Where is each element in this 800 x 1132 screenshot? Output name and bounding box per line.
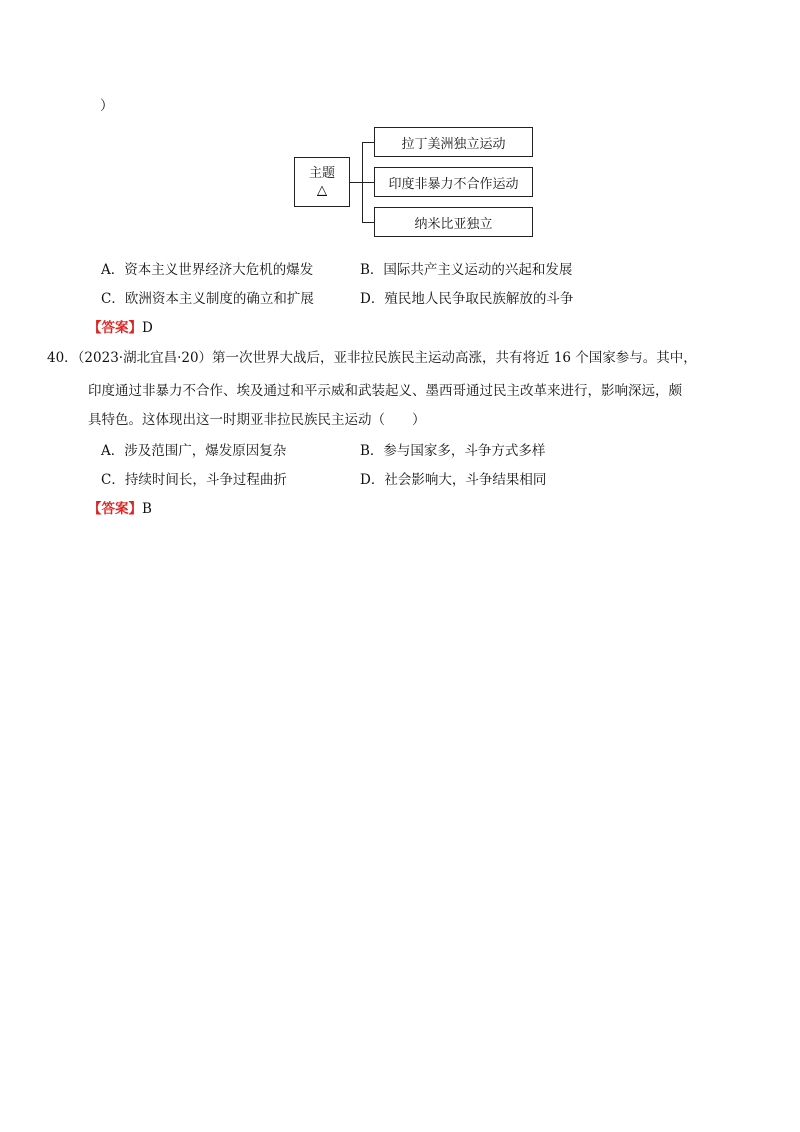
- connector-branch-2: [362, 182, 374, 183]
- theme-label: 主题: [308, 166, 335, 181]
- branch-box-latin-america: 拉丁美洲独立运动: [374, 127, 533, 157]
- q40-answer: [88, 500, 152, 518]
- answer-value: B: [142, 501, 152, 517]
- q40-option-b: B．参与国家多，斗争方式多样: [360, 443, 546, 459]
- theme-box: [294, 157, 350, 207]
- answer-label: 【答案】: [88, 501, 142, 517]
- q40-option-d: D．社会影响大，斗争结果相同: [360, 472, 547, 488]
- q39-option-c: C．欧洲资本主义制度的确立和扩展: [101, 291, 314, 307]
- q40-stem-line-3: 具特色。这体现出这一时期亚非拉民族民主运动（ ）: [88, 412, 426, 428]
- question-39-stem-tail: ）: [100, 98, 114, 114]
- answer-label: 【答案】: [88, 320, 142, 336]
- q40-stem-line-1: 40．（2023·湖北宜昌·20）第一次世界大战后，亚非拉民族民主运动高涨，共有将近 16 个国家参与。其中，: [47, 350, 697, 366]
- branch-box-namibia: 纳米比亚独立: [374, 207, 533, 237]
- branch-box-india: 印度非暴力不合作运动: [374, 167, 533, 197]
- q40-option-a: A．涉及范围广，爆发原因复杂: [101, 443, 287, 459]
- q39-option-b: B．国际共产主义运动的兴起和发展: [360, 262, 573, 278]
- q39-answer: [88, 319, 153, 337]
- theme-placeholder-triangle: △: [317, 183, 327, 198]
- answer-value: D: [142, 320, 153, 336]
- q40-option-c: C．持续时间长，斗争过程曲折: [101, 472, 287, 488]
- q39-option-d: D．殖民地人民争取民族解放的斗争: [360, 291, 574, 307]
- connector-branch-1: [362, 142, 374, 143]
- q40-stem-line-2: 印度通过非暴力不合作、埃及通过和平示威和武装起义、墨西哥通过民主改革来进行，影响深远，颇: [88, 383, 682, 399]
- connector-main: [350, 182, 362, 183]
- connector-branch-3: [362, 222, 374, 223]
- q39-option-a: A．资本主义世界经济大危机的爆发: [101, 262, 314, 278]
